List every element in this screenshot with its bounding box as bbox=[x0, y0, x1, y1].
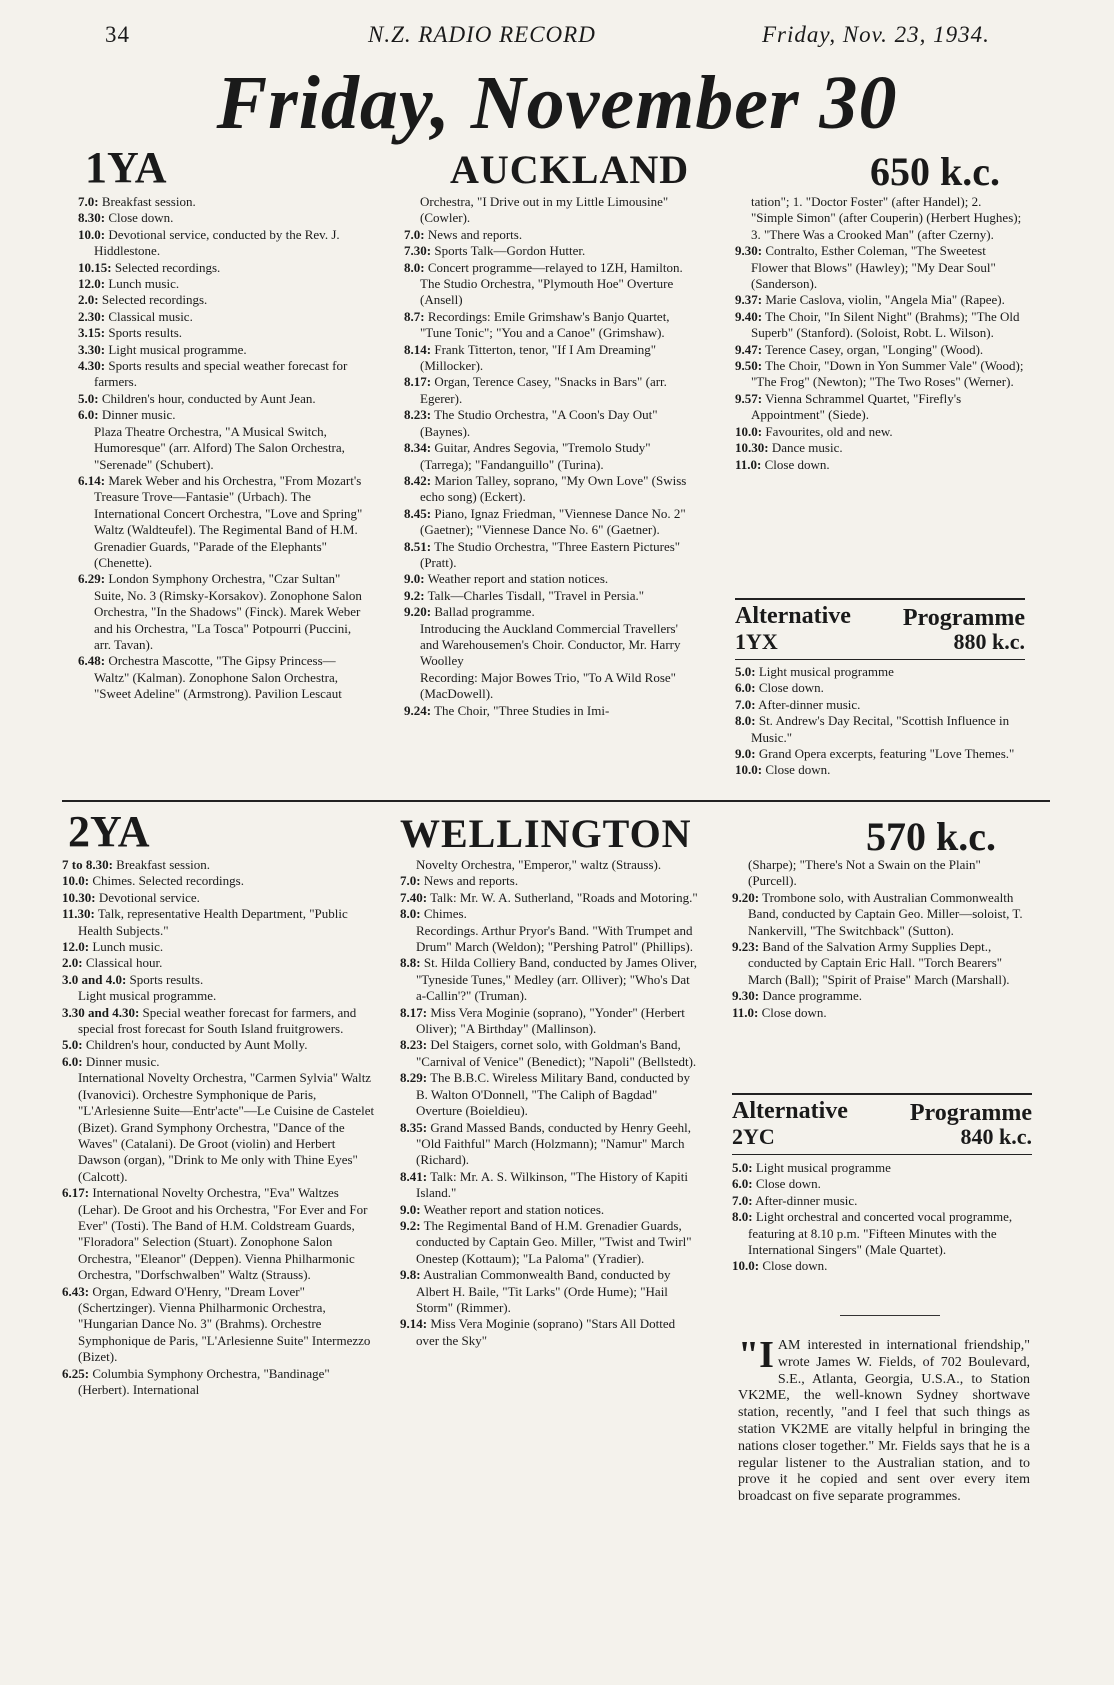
entry-text: Orchestra Mascotte, "The Gipsy Princess—Waltz" (Kalman). Zonophone Salon Orchestra, "Sweet Adeline" (Armstrong). Pavilion Lescaut bbox=[94, 653, 342, 702]
schedule-entry bbox=[735, 746, 1025, 762]
alt-1yx-bottom-rule bbox=[735, 659, 1025, 660]
entry-time: 9.50: bbox=[735, 358, 763, 374]
entry-text: Frank Titterton, tenor, "If I Am Dreaming" (Millocker). bbox=[420, 341, 657, 374]
entry-text: News and reports. bbox=[420, 873, 519, 889]
alt-1yx-station: 1YX bbox=[735, 629, 778, 654]
city-auckland: AUCKLAND bbox=[450, 147, 690, 192]
entry-text: Talk—Charles Tisdall, "Travel in Persia." bbox=[424, 587, 645, 603]
entry-time: 8.29: bbox=[400, 1070, 428, 1086]
entry-text: Devotional service, conducted by the Rev. J. Hiddlestone. bbox=[94, 226, 340, 259]
schedule-entry bbox=[735, 680, 1025, 696]
schedule-entry bbox=[404, 621, 694, 670]
schedule-entry bbox=[404, 588, 694, 604]
entry-text: Classical hour. bbox=[82, 955, 163, 971]
entry-time: 8.42: bbox=[404, 472, 432, 488]
entry-text: Recordings. Arthur Pryor's Band. "With Trumpet and Drum" March (Weldon); "Pershing Patrol" (Phillips). bbox=[416, 922, 694, 955]
entry-text: Recording: Major Bowes Trio, "To A Wild Rose" (MacDowell). bbox=[420, 669, 676, 702]
wellington-col-3 bbox=[732, 857, 1032, 1021]
entry-text: The Regimental Band of H.M. Grenadier Guards, conducted by Captain Geo. Miller, "Twist and Twirl" Onestep (Kottaum); "La Paloma" (Yradier). bbox=[416, 1217, 692, 1266]
entry-time: 6.0: bbox=[732, 1176, 753, 1192]
schedule-entry bbox=[735, 664, 1025, 680]
schedule-entry bbox=[400, 1070, 700, 1119]
entry-time: 11.0: bbox=[735, 456, 762, 472]
entry-time: 3.0 and 4.0: bbox=[62, 971, 127, 987]
entry-text: Plaza Theatre Orchestra, "A Musical Switch, Humoresque" (arr. Alford) The Salon Orchestra, "Serenade" (Schubert). bbox=[94, 423, 345, 472]
entry-text: Dance programme. bbox=[759, 988, 862, 1004]
entry-time: 3.30: bbox=[78, 341, 106, 357]
entry-time: 9.40: bbox=[735, 308, 763, 324]
entry-text: After-dinner music. bbox=[752, 1192, 858, 1208]
entry-text: The Choir, "In Silent Night" (Brahms); "The Old Superb" (Stanford). (Soloist, Robt. L. Wilson). bbox=[751, 308, 1020, 341]
entry-text: Classical music. bbox=[105, 308, 193, 324]
entry-time: 8.7: bbox=[404, 308, 425, 324]
alt-2yc-station: 2YC bbox=[732, 1124, 775, 1149]
schedule-entry bbox=[735, 762, 1025, 778]
entry-text: St. Andrew's Day Recital, "Scottish Influence in Music." bbox=[751, 713, 1010, 745]
schedule-entry bbox=[732, 939, 1032, 988]
schedule-entry bbox=[732, 857, 1032, 890]
entry-time: 3.15: bbox=[78, 325, 106, 341]
schedule-entry bbox=[404, 194, 694, 227]
entry-text: London Symphony Orchestra, "Czar Sultan" Suite, No. 3 (Rimsky-Korsakov). Zonophone Salon Orchestra, "In the Shadows" (Finck). Marek Weber and his Orchestra, "La Tosca" Potpourri (Puccini, arr. Tavan). bbox=[94, 571, 362, 652]
entry-text: The Choir, "Three Studies in Imi- bbox=[431, 702, 610, 718]
entry-text: Close down. bbox=[752, 1176, 821, 1192]
schedule-entry bbox=[732, 890, 1032, 939]
schedule-entry bbox=[732, 1160, 1032, 1176]
entry-text: Chimes. Selected recordings. bbox=[89, 873, 244, 889]
entry-text: Marion Talley, soprano, "My Own Love" (Swiss echo song) (Eckert). bbox=[420, 472, 687, 505]
entry-text: Light musical programme. bbox=[78, 988, 217, 1004]
item-separator bbox=[840, 1315, 940, 1316]
entry-text: Concert programme—relayed to 1ZH, Hamilton. bbox=[424, 259, 683, 275]
entry-time: 9.30: bbox=[732, 988, 760, 1004]
entry-time: 9.0: bbox=[404, 571, 425, 587]
schedule-entry bbox=[400, 923, 700, 956]
schedule-entry bbox=[400, 1005, 700, 1038]
entry-time: 9.24: bbox=[404, 702, 432, 718]
entry-time: 8.23: bbox=[404, 407, 432, 423]
wellington-col-2 bbox=[400, 857, 700, 1349]
wellington-col-1 bbox=[62, 857, 377, 1398]
alt-2yc-top-rule bbox=[732, 1093, 1032, 1095]
entry-text: Contralto, Esther Coleman, "The Sweetest Flower that Blows" (Hawley); "My Dear Soul" (Sanderson). bbox=[751, 243, 996, 292]
entry-time: 9.57: bbox=[735, 390, 763, 406]
entry-text: Lunch music. bbox=[105, 276, 180, 292]
entry-time: 10.0: bbox=[62, 873, 90, 889]
entry-time: 7.0: bbox=[732, 1192, 753, 1208]
entry-text: Light musical programme bbox=[755, 664, 894, 679]
entry-time: 8.0: bbox=[400, 906, 421, 922]
entry-text: Marek Weber and his Orchestra, "From Mozart's Treasure Trove—Fantasie" (Urbach). The International Concert Orchestra, "Love and Spring" Waltz (Waldteufel). The Regimental Band of H.M. Grenadier Guards, "Parade of the Elephants" (Chenette). bbox=[94, 472, 363, 570]
alt-1yx-top-rule bbox=[735, 598, 1025, 600]
schedule-entry bbox=[62, 857, 377, 873]
schedule-entry bbox=[78, 210, 363, 226]
entry-text: (Sharpe); "There's Not a Swain on the Plain" (Purcell). bbox=[748, 857, 981, 889]
entry-time: 4.30: bbox=[78, 358, 106, 374]
schedule-entry bbox=[62, 988, 377, 1004]
entry-time: 9.20: bbox=[732, 889, 760, 905]
entry-text: Band of the Salvation Army Supplies Dept., conducted by Captain Eric Hall. "Torch Bearers" March (Ball); "Spirit of Praise" March (Marshall). bbox=[748, 939, 1010, 987]
auckland-col-2 bbox=[404, 194, 694, 719]
schedule-entry bbox=[404, 571, 694, 587]
schedule-entry bbox=[735, 194, 1025, 243]
schedule-entry bbox=[78, 391, 363, 407]
schedule-entry bbox=[400, 1202, 700, 1218]
alt-2yc-bottom-rule bbox=[732, 1154, 1032, 1155]
entry-time: 6.29: bbox=[78, 571, 106, 587]
entry-text: Children's hour, conducted by Aunt Jean. bbox=[98, 390, 316, 406]
schedule-entry bbox=[732, 1193, 1032, 1209]
entry-time: 8.51: bbox=[404, 538, 432, 554]
entry-text: International Novelty Orchestra, "Carmen Sylvia" Waltz (Ivanovici). Orchestre Symphonique de Paris, "L'Arlesienne Suite—Entr'acte"—Le Cuisine de Castelet (Bizet). Grand Symphony Orchestra, "Dance of the Waves" (Catalani). De Groot (violin) and Herbert Dawson (organ), "Drink to Me only with Thine Eyes" (Calcott). bbox=[78, 1070, 375, 1184]
entry-time: 9.47: bbox=[735, 341, 763, 357]
entry-time: 8.41: bbox=[400, 1168, 428, 1184]
entry-text: Dance music. bbox=[768, 440, 843, 456]
entry-time: 7.30: bbox=[404, 243, 432, 259]
entry-time: 9.23: bbox=[732, 939, 760, 955]
schedule-entry bbox=[400, 1218, 700, 1267]
entry-text: Dinner music. bbox=[82, 1053, 160, 1069]
entry-time: 10.0: bbox=[732, 1258, 760, 1274]
entry-text: Grand Massed Bands, conducted by Henry Geehl, "Old Faithful" March (Holzmann); "Namur" March (Richard). bbox=[416, 1119, 691, 1168]
entry-time: 8.17: bbox=[400, 1004, 428, 1020]
entry-time: 9.14: bbox=[400, 1316, 428, 1332]
schedule-entry bbox=[735, 342, 1025, 358]
entry-text: Sports results. bbox=[105, 325, 183, 341]
entry-text: Terence Casey, organ, "Longing" (Wood). bbox=[762, 341, 984, 357]
issue-date: Friday, Nov. 23, 1934. bbox=[762, 22, 990, 47]
entry-time: 7.0: bbox=[404, 226, 425, 242]
entry-text: St. Hilda Colliery Band, conducted by James Oliver, "Tyneside Tunes," Medley (arr. Olliver); "Who's Dat a-Callin'?" (Truman). bbox=[416, 955, 697, 1004]
entry-time: 9.20: bbox=[404, 604, 432, 620]
entry-text: Special weather forecast for farmers, and special frost forecast for South Island fruitgrowers. bbox=[78, 1004, 357, 1037]
schedule-entry bbox=[62, 939, 377, 955]
entry-time: 8.35: bbox=[400, 1119, 428, 1135]
entry-text: Sports Talk—Gordon Hutter. bbox=[431, 243, 586, 259]
entry-text: Del Staigers, cornet solo, with Goldman's Band, "Carnival of Venice" (Benedict); "Napoli" (Bellstedt). bbox=[416, 1037, 697, 1069]
entry-time: 6.14: bbox=[78, 472, 106, 488]
entry-text: Chimes. bbox=[420, 906, 467, 922]
entry-time: 9.2: bbox=[404, 587, 425, 603]
day-title: Friday, November 30 bbox=[216, 61, 898, 145]
schedule-entry bbox=[78, 227, 363, 260]
fields-news-item bbox=[738, 1334, 1030, 1506]
schedule-entry bbox=[78, 325, 363, 341]
entry-time: 10.30: bbox=[62, 889, 96, 905]
schedule-entry bbox=[735, 440, 1025, 456]
entry-text: The Studio Orchestra, "Plymouth Hoe" Overture (Ansell) bbox=[420, 276, 674, 308]
entry-time: 6.17: bbox=[62, 1185, 90, 1201]
schedule-entry bbox=[735, 713, 1025, 746]
entry-time: 7.0: bbox=[735, 696, 756, 712]
entry-text: Australian Commonwealth Band, conducted by Albert H. Baile, "Tit Larks" (Orde Hume); "Hail Storm" (Rimmer). bbox=[416, 1267, 671, 1315]
schedule-entry bbox=[404, 243, 694, 259]
entry-text: Close down. bbox=[758, 1004, 827, 1020]
entry-time: 5.0: bbox=[78, 390, 99, 406]
entry-text: Miss Vera Moginie (soprano) "Stars All Dotted over the Sky" bbox=[416, 1316, 676, 1348]
entry-time: 2.30: bbox=[78, 308, 106, 324]
entry-time: 7.40: bbox=[400, 889, 428, 905]
schedule-entry bbox=[62, 955, 377, 971]
schedule-entry bbox=[78, 358, 363, 391]
entry-text: Ballad programme. bbox=[431, 604, 535, 620]
entry-time: 8.0: bbox=[404, 259, 425, 275]
schedule-entry bbox=[400, 906, 700, 922]
schedule-entry bbox=[400, 1316, 700, 1349]
schedule-entry bbox=[404, 374, 694, 407]
schedule-entry bbox=[62, 972, 377, 988]
entry-time: 5.0: bbox=[62, 1037, 83, 1053]
entry-time: 2.0: bbox=[62, 955, 83, 971]
entry-text: Talk: Mr. W. A. Sutherland, "Roads and Motoring." bbox=[427, 889, 698, 905]
alt-2yc-label: Alternative bbox=[732, 1098, 848, 1124]
alt-2yc-frequency: 840 k.c. bbox=[960, 1124, 1032, 1149]
entry-time: 11.0: bbox=[732, 1004, 759, 1020]
alt-2yc-list bbox=[732, 1160, 1032, 1275]
schedule-entry bbox=[78, 194, 363, 210]
entry-time: 10.30: bbox=[735, 440, 769, 456]
schedule-entry bbox=[78, 653, 363, 702]
schedule-entry bbox=[404, 539, 694, 572]
entry-time: 9.0: bbox=[735, 746, 756, 762]
entry-time: 5.0: bbox=[735, 664, 756, 679]
schedule-entry bbox=[404, 440, 694, 473]
schedule-entry bbox=[732, 988, 1032, 1004]
entry-text: The Studio Orchestra, "A Coon's Day Out" (Baynes). bbox=[420, 407, 658, 439]
entry-text: Orchestra, "I Drive out in my Little Limousine" (Cowler). bbox=[420, 194, 669, 226]
alt-1yx-frequency: 880 k.c. bbox=[953, 629, 1025, 654]
entry-text: International Novelty Orchestra, "Eva" Waltzes (Lehar). De Groot and his Orchestra, "For Ever and For Ever" (Tosti). The Band of H.M. Coldstream Guards, "Floradora" Selection (Stuart). Zonophone Salon Orchestra, "Eleanor" (Deppen). Vienna Philharmonic Orchestra, "Dorfschwalben" Waltz (Strauss). bbox=[78, 1185, 368, 1283]
entry-time: 6.48: bbox=[78, 653, 106, 669]
entry-time: 6.43: bbox=[62, 1283, 90, 1299]
schedule-entry bbox=[78, 276, 363, 292]
schedule-entry bbox=[404, 473, 694, 506]
entry-time: 7 to 8.30: bbox=[62, 857, 113, 872]
entry-text: Miss Vera Moginie (soprano), "Yonder" (Herbert Oliver); "A Birthday" (Mallinson). bbox=[416, 1004, 685, 1037]
entry-text: Talk: Mr. A. S. Wilkinson, "The History of Kapiti Island." bbox=[416, 1168, 688, 1201]
entry-time: 6.0: bbox=[78, 407, 99, 423]
entry-text: Light orchestral and concerted vocal programme, featuring at 8.10 p.m. "Fifteen Minutes with the International Singers" (Male Quartet). bbox=[748, 1209, 1013, 1258]
entry-time: 8.8: bbox=[400, 955, 421, 971]
schedule-entry bbox=[404, 260, 694, 276]
entry-text: Selected recordings. bbox=[111, 259, 221, 275]
drop-cap: "I bbox=[738, 1334, 774, 1376]
entry-text: Introducing the Auckland Commercial Travellers' and Warehousemen's Choir. Conductor, Mr. Harry Woolley bbox=[420, 620, 681, 669]
entry-text: Lunch music. bbox=[89, 939, 164, 955]
schedule-entry bbox=[404, 276, 694, 309]
schedule-entry bbox=[735, 391, 1025, 424]
entry-text: Close down. bbox=[105, 210, 174, 226]
entry-text: The Choir, "Down in Yon Summer Vale" (Wood); "The Frog" (Newton); "The Two Roses" (Werner). bbox=[751, 358, 1024, 390]
station-2ya: 2YA bbox=[68, 807, 150, 856]
entry-text: Close down. bbox=[761, 456, 830, 472]
entry-text: Favourites, old and new. bbox=[762, 423, 893, 439]
schedule-entry bbox=[404, 342, 694, 375]
entry-text: Grand Opera excerpts, featuring "Love Themes." bbox=[755, 746, 1015, 762]
entry-time: 9.0: bbox=[400, 1201, 421, 1217]
alt-1yx-list bbox=[735, 664, 1025, 779]
entry-time: 6.0: bbox=[735, 680, 756, 696]
fields-news-text: AM interested in international friendship," wrote James W. Fields, of 702 Boulevard, S.E., Atlanta, Georgia, U.S.A., to Station VK2ME, the well-known Sydney shortwave station, recently, "and I feel that such things as station VK2ME are vitally helpful in bringing the nations closer together." Mr. Fields says that he is a regular listener to the Australian station, and to prove it he copied and sent over every item broadcast on five separate programmes. bbox=[738, 1338, 1030, 1505]
schedule-entry bbox=[78, 260, 363, 276]
frequency-2ya: 570 k.c. bbox=[866, 814, 996, 859]
entry-time: 10.15: bbox=[78, 259, 112, 275]
schedule-entry bbox=[732, 1176, 1032, 1192]
entry-time: 3.30 and 4.30: bbox=[62, 1004, 140, 1020]
entry-text: Weather report and station notices. bbox=[420, 1201, 605, 1217]
schedule-entry bbox=[735, 292, 1025, 308]
entry-time: 9.37: bbox=[735, 292, 763, 308]
entry-text: Light musical programme bbox=[752, 1160, 891, 1175]
entry-text: Trombone solo, with Australian Commonwealth Band, conducted by Captain Geo. Miller—soloist, T. Nankervill, "The Switchback" (Sutton). bbox=[748, 889, 1023, 938]
schedule-entry bbox=[732, 1258, 1032, 1274]
schedule-entry bbox=[404, 703, 694, 719]
schedule-entry bbox=[735, 697, 1025, 713]
schedule-entry bbox=[78, 342, 363, 358]
entry-text: Dinner music. bbox=[98, 407, 176, 423]
alt-1yx-programme-label: Programme bbox=[902, 605, 1025, 631]
schedule-entry bbox=[62, 873, 377, 889]
schedule-entry bbox=[404, 670, 694, 703]
entry-text: The B.B.C. Wireless Military Band, conducted by B. Walton O'Donnell, "The Caliph of Bagdad" Overture (Boieldieu). bbox=[416, 1070, 691, 1119]
entry-text: tation"; 1. "Doctor Foster" (after Handel); 2. "Simple Simon" (after Couperin) (Herbert Hughes); 3. "There Was a Crooked Man" (after Czerny). bbox=[751, 194, 1022, 242]
entry-text: Light musical programme. bbox=[105, 341, 247, 357]
entry-time: 8.30: bbox=[78, 210, 106, 226]
entry-time: 7.0: bbox=[400, 873, 421, 889]
schedule-entry bbox=[62, 1366, 377, 1399]
entry-time: 10.0: bbox=[735, 423, 763, 439]
entry-text: Organ, Edward O'Henry, "Dream Lover" (Schertzinger). Vienna Philharmonic Orchestra, "Hungarian Dance No. 3" (Brahms). Orchestre Symphonique de Paris, "L'Arlesienne Suite" Intermezzo (Bizet). bbox=[78, 1283, 371, 1365]
entry-time: 9.30: bbox=[735, 243, 763, 259]
schedule-entry bbox=[404, 407, 694, 440]
entry-time: 11.30: bbox=[62, 906, 95, 922]
schedule-entry bbox=[78, 424, 363, 473]
entry-time: 8.0: bbox=[732, 1209, 753, 1225]
entry-time: 10.0: bbox=[78, 226, 106, 242]
schedule-entry bbox=[735, 309, 1025, 342]
entry-time: 10.0: bbox=[735, 762, 763, 778]
schedule-entry bbox=[62, 1037, 377, 1053]
entry-text: Close down. bbox=[762, 762, 831, 778]
alt-1yx-label: Alternative bbox=[735, 603, 851, 629]
schedule-entry bbox=[78, 292, 363, 308]
entry-text: Close down. bbox=[759, 1258, 828, 1274]
schedule-entry bbox=[400, 1267, 700, 1316]
entry-text: Sports results and special weather forecast for farmers. bbox=[94, 358, 348, 390]
entry-text: After-dinner music. bbox=[755, 696, 861, 712]
entry-text: Talk, representative Health Department, "Public Health Subjects." bbox=[78, 906, 348, 938]
entry-text: Vienna Schrammel Quartet, "Firefly's Appointment" (Siede). bbox=[751, 390, 962, 423]
entry-text: The Studio Orchestra, "Three Eastern Pictures" (Pratt). bbox=[420, 538, 681, 570]
entry-time: 8.45: bbox=[404, 505, 432, 521]
entry-text: Guitar, Andres Segovia, "Tremolo Study" (Tarrega); "Fandanguillo" (Turina). bbox=[420, 440, 651, 472]
schedule-entry bbox=[400, 955, 700, 1004]
schedule-entry bbox=[400, 1169, 700, 1202]
entry-text: News and reports. bbox=[424, 226, 523, 242]
schedule-entry bbox=[78, 407, 363, 423]
schedule-entry bbox=[732, 1005, 1032, 1021]
auckland-col-1 bbox=[78, 194, 363, 703]
schedule-entry bbox=[404, 309, 694, 342]
entry-text: Novelty Orchestra, "Emperor," waltz (Strauss). bbox=[416, 857, 662, 872]
page-number: 34 bbox=[105, 22, 130, 47]
entry-time: 8.23: bbox=[400, 1037, 428, 1053]
schedule-entry bbox=[62, 906, 377, 939]
entry-text: Columbia Symphony Orchestra, "Bandinage" (Herbert). International bbox=[78, 1365, 330, 1397]
entry-text: Piano, Ignaz Friedman, "Viennese Dance No. 2" (Gaetner); "Viennese Dance No. 6" (Gaetner). bbox=[420, 505, 686, 538]
entry-text: Devotional service. bbox=[95, 889, 200, 905]
schedule-entry bbox=[735, 457, 1025, 473]
entry-time: 2.0: bbox=[78, 292, 99, 308]
schedule-entry bbox=[735, 358, 1025, 391]
entry-text: Breakfast session. bbox=[112, 857, 211, 872]
entry-time: 5.0: bbox=[732, 1160, 753, 1175]
schedule-entry bbox=[404, 227, 694, 243]
schedule-entry bbox=[400, 1037, 700, 1070]
schedule-entry bbox=[78, 473, 363, 571]
frequency-1ya: 650 k.c. bbox=[870, 149, 1000, 194]
entry-text: Recordings: Emile Grimshaw's Banjo Quartet, "Tune Tonic"; "You and a Canoe" (Grimshaw). bbox=[420, 308, 670, 341]
entry-text: Children's hour, conducted by Aunt Molly. bbox=[82, 1037, 308, 1053]
entry-text: Selected recordings. bbox=[98, 292, 208, 308]
schedule-entry bbox=[404, 506, 694, 539]
entry-time: 6.0: bbox=[62, 1053, 83, 1069]
schedule-entry bbox=[400, 873, 700, 889]
schedule-entry bbox=[735, 424, 1025, 440]
entry-time: 8.17: bbox=[404, 374, 432, 390]
alt-2yc-programme-label: Programme bbox=[909, 1100, 1032, 1126]
entry-time: 8.0: bbox=[735, 713, 756, 729]
schedule-entry bbox=[62, 890, 377, 906]
entry-time: 6.25: bbox=[62, 1365, 90, 1381]
schedule-entry bbox=[62, 1070, 377, 1185]
city-wellington: WELLINGTON bbox=[400, 811, 692, 856]
schedule-entry bbox=[78, 309, 363, 325]
alt-1yx-heading bbox=[735, 603, 1025, 663]
entry-time: 9.2: bbox=[400, 1217, 421, 1233]
schedule-entry bbox=[400, 1120, 700, 1169]
section-divider bbox=[62, 800, 1050, 802]
entry-time: 12.0: bbox=[78, 276, 106, 292]
entry-time: 12.0: bbox=[62, 939, 90, 955]
schedule-entry bbox=[732, 1209, 1032, 1258]
schedule-entry bbox=[404, 604, 694, 620]
auckland-col-3 bbox=[735, 194, 1025, 473]
entry-text: Close down. bbox=[755, 680, 824, 696]
entry-time: 8.34: bbox=[404, 440, 432, 456]
entry-text: Weather report and station notices. bbox=[424, 571, 609, 587]
entry-text: Marie Caslova, violin, "Angela Mia" (Rapee). bbox=[762, 292, 1005, 308]
schedule-entry bbox=[78, 571, 363, 653]
schedule-entry bbox=[62, 1185, 377, 1283]
entry-time: 9.8: bbox=[400, 1267, 421, 1283]
schedule-entry bbox=[62, 1054, 377, 1070]
schedule-entry bbox=[62, 1284, 377, 1366]
publication-name: N.Z. RADIO RECORD bbox=[368, 22, 596, 47]
schedule-entry bbox=[735, 243, 1025, 292]
alt-2yc-heading bbox=[732, 1098, 1032, 1158]
entry-time: 7.0: bbox=[78, 194, 99, 209]
schedule-entry bbox=[400, 890, 700, 906]
schedule-entry bbox=[400, 857, 700, 873]
entry-text: Organ, Terence Casey, "Snacks in Bars" (arr. Egerer). bbox=[420, 374, 667, 406]
entry-time: 8.14: bbox=[404, 341, 432, 357]
entry-text: Sports results. bbox=[126, 971, 204, 987]
entry-text: Breakfast session. bbox=[98, 194, 196, 209]
schedule-entry bbox=[62, 1005, 377, 1038]
station-1ya: 1YA bbox=[85, 143, 167, 192]
